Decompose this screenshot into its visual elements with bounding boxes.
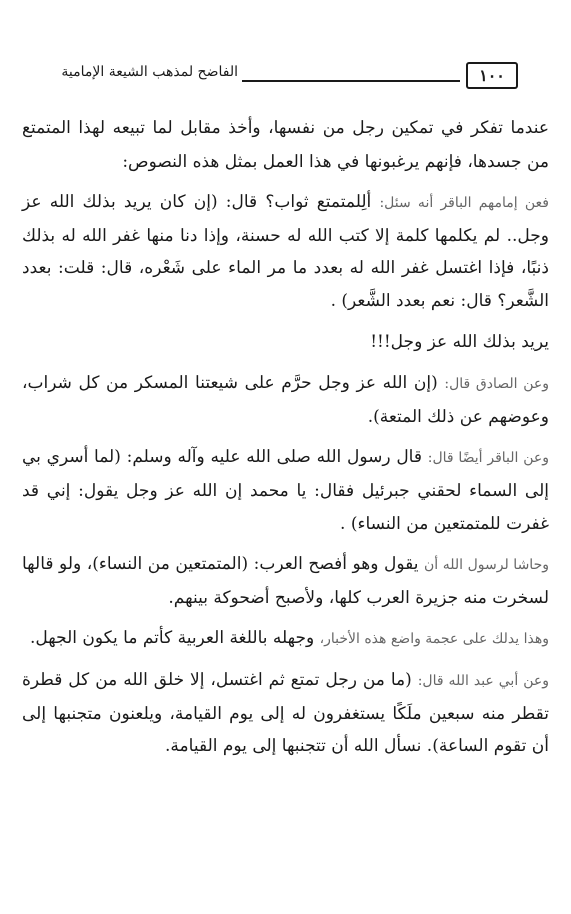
paragraph-1 [22,112,549,178]
paragraph-8 [22,664,549,763]
paragraph-text: (ما من رجل تمتع ثم اغتسل، إلا خلق الله من كل قطرة تقطر منه سبعين ملَكًا يستغفرون له إلى يوم القيامة، ويلعنون متجنبها إلى أن تقوم الساعة). نسأل الله أن تتجنبها إلى يوم القيامة. [22,669,549,757]
paragraph-lead: فعن إمامهم الباقر أنه سئل: [379,195,549,212]
page-number: ١٠٠ [479,66,505,85]
paragraph-text: (إن الله عز وجل حرَّم على شيعتنا المسكر من كل شراب، وعوضهم عن ذلك المتعة). [22,373,549,427]
paragraph-lead: وعن الصادق قال: [444,376,549,393]
paragraph-text: يريد بذلك الله عز وجل!!! [370,331,549,352]
paragraph-7 [22,622,549,656]
paragraph-lead: وعن أبي عبد الله قال: [417,672,549,689]
paragraph-text: قال رسول الله صلى الله عليه وآله وسلم: (لما أسري بي إلى السماء لحقني جبرئيل فقال: يا محمد إن الله عز وجل يقول: إني قد غفرت للمتمتعين من النساء) . [22,447,549,534]
header-rule [242,80,460,82]
paragraph-6 [22,548,549,614]
page-header [0,56,571,96]
paragraph-text: ألِلمتمتع ثواب؟ قال: (إن كان يريد بذلك الله عز وجل.. لم يكلمها كلمة إلا كتب الله له حسنة، وإذا دنا منها غفر الله له بذلك ذنبًا، فإذا اغتسل غفر الله له بعدد ما مر الماء على شَعْره، قال: قلت: بعدد الشَّعر؟ قال: نعم بعدد الشَّعر) . [22,192,549,311]
paragraph-5 [22,441,549,540]
paragraph-3 [22,326,549,360]
paragraph-lead: وحاشا لرسول الله أن [423,557,549,574]
paragraph-lead: وعن الباقر أيضًا قال: [427,450,549,467]
paragraph-text: يقول وهو أفصح العرب: (المتمتعين من النساء)، ولو قالها لسخرت منه جزيرة العرب كلها، ولأصبح أضحوكة بينهم. [22,554,549,608]
page-body [22,112,549,771]
paragraph-text: عندما تفكر في تمكين رجل من نفسها، وأخذ مقابل لما تبيعه لهذا المتمتع من جسدها، فإنهم يرغبونها في هذا العمل بمثل هذه النصوص: [22,118,549,172]
paragraph-2 [22,186,549,317]
paragraph-lead: وهذا يدلك على عجمة واضع هذه الأخبار، [319,631,549,648]
running-title: الفاضح لمذهب الشيعة الإمامية [61,64,238,80]
paragraph-text: وجهله باللغة العربية كأتم ما يكون الجهل. [29,628,320,649]
paragraph-4 [22,367,549,433]
page-number-box [466,62,518,89]
